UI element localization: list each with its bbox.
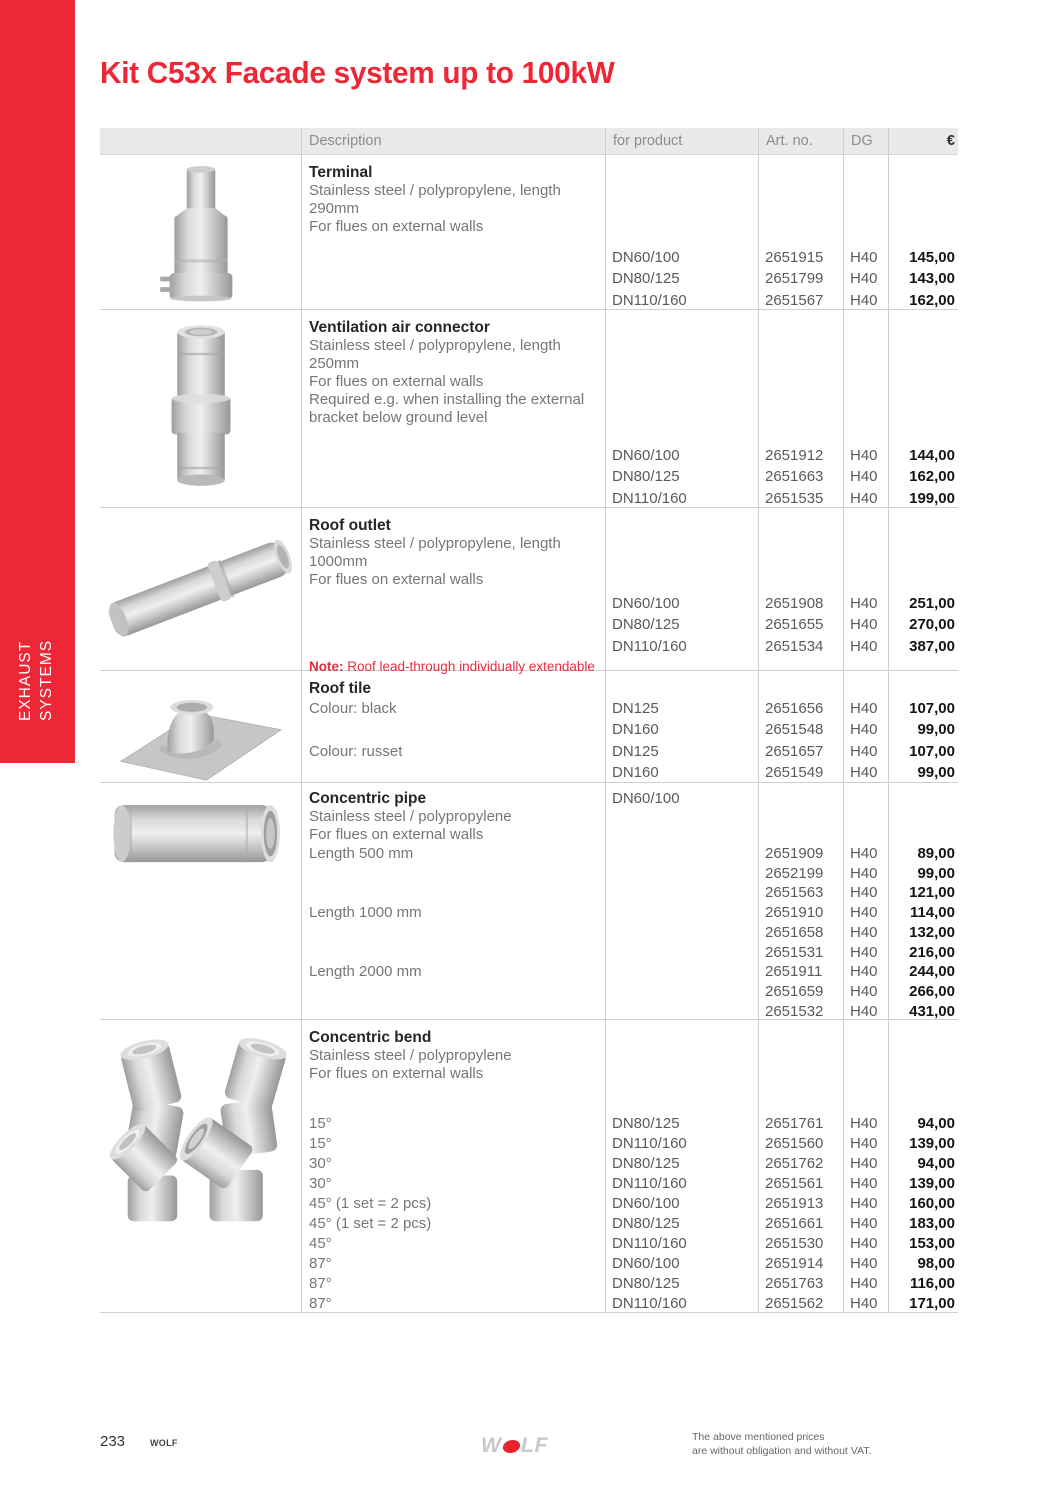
item-dg: H40 xyxy=(850,963,878,981)
item-label xyxy=(301,943,605,963)
table-row xyxy=(100,783,958,1020)
item-dg: H40 xyxy=(850,943,878,961)
header-for-product: for product xyxy=(613,133,683,149)
item-line xyxy=(301,488,958,509)
item-dg xyxy=(843,679,888,698)
item-label xyxy=(301,982,605,1002)
desc-line: Stainless steel / polypropylene xyxy=(309,1047,512,1064)
product-title-line xyxy=(301,679,958,698)
desc-line: For flues on external walls xyxy=(309,373,484,390)
product-image-roof-tile xyxy=(100,671,301,782)
row-content xyxy=(301,783,958,1021)
item-for-product xyxy=(605,679,758,698)
item-price: 132,00 xyxy=(909,923,955,941)
item-dg: H40 xyxy=(850,1175,878,1192)
item-for-product: DN80/125 xyxy=(612,468,680,486)
item-line xyxy=(301,593,958,614)
product-title: Concentric pipe xyxy=(309,790,427,807)
item-line xyxy=(301,762,958,783)
desc-line: For flues on external walls xyxy=(309,1065,484,1082)
item-line xyxy=(301,1254,958,1274)
item-art-no: 2651655 xyxy=(765,616,824,634)
item-price xyxy=(888,679,958,698)
item-price: 266,00 xyxy=(909,982,955,1000)
item-art-no: 2651913 xyxy=(765,1195,824,1212)
item-label xyxy=(301,883,605,903)
table-row xyxy=(100,155,958,310)
item-art-no: 2651562 xyxy=(765,1295,824,1312)
product-image-roof-outlet xyxy=(100,508,301,670)
item-for-product xyxy=(605,1002,758,1022)
item-for-product: DN110/160 xyxy=(612,1235,687,1252)
item-line xyxy=(301,864,958,884)
item-label xyxy=(301,1002,605,1022)
item-label: Colour: russet xyxy=(309,742,403,760)
item-for-product: DN160 xyxy=(612,721,659,739)
sidebar-label xyxy=(15,601,59,721)
item-art-no: 2651762 xyxy=(765,1155,824,1172)
item-line xyxy=(301,1234,958,1254)
item-for-product: DN80/125 xyxy=(612,1155,680,1172)
item-art-no xyxy=(758,789,843,808)
desc-line: bracket below ground level xyxy=(309,409,488,426)
item-line xyxy=(301,1294,958,1314)
item-label: 87° xyxy=(309,1295,332,1312)
item-label xyxy=(301,466,605,487)
item-art-no xyxy=(758,163,843,182)
item-price: 162,00 xyxy=(909,291,955,309)
item-price: 107,00 xyxy=(909,742,955,760)
item-line xyxy=(301,247,958,268)
item-art-no: 2651661 xyxy=(765,1215,824,1232)
item-dg: H40 xyxy=(850,1195,878,1212)
item-art-no: 2651656 xyxy=(765,700,824,717)
item-line xyxy=(301,466,958,487)
item-label xyxy=(301,719,605,740)
item-price: 145,00 xyxy=(909,249,955,266)
item-price: 121,00 xyxy=(909,884,955,902)
item-price: 144,00 xyxy=(909,447,955,464)
item-for-product: DN110/160 xyxy=(612,1135,687,1152)
item-price: 94,00 xyxy=(917,1155,955,1172)
brand-name-small: WOLF xyxy=(150,1438,178,1448)
item-art-no: 2651560 xyxy=(765,1135,824,1152)
item-line xyxy=(301,1154,958,1174)
item-art-no: 2651761 xyxy=(765,1115,824,1132)
item-line xyxy=(301,1114,958,1134)
item-art-no: 2651799 xyxy=(765,270,824,288)
item-line xyxy=(301,844,958,864)
item-dg xyxy=(843,789,888,808)
item-art-no: 2651910 xyxy=(765,904,824,922)
item-label: 15° xyxy=(309,1115,332,1132)
item-line xyxy=(301,1002,958,1022)
item-dg xyxy=(843,318,888,337)
item-price: 153,00 xyxy=(909,1235,955,1252)
item-price: 183,00 xyxy=(909,1215,955,1232)
item-art-no: 2651914 xyxy=(765,1255,824,1272)
item-for-product xyxy=(605,516,758,535)
item-dg xyxy=(843,163,888,182)
item-art-no: 2651657 xyxy=(765,742,824,760)
item-label: 87° xyxy=(309,1275,332,1292)
item-price: 99,00 xyxy=(917,721,955,739)
item-label xyxy=(301,593,605,614)
item-art-no: 2651534 xyxy=(765,637,824,655)
sidebar-line1: EXHAUST xyxy=(17,640,34,721)
item-art-no xyxy=(758,679,843,698)
item-dg: H40 xyxy=(850,291,878,309)
item-label: Colour: black xyxy=(309,700,397,717)
item-dg: H40 xyxy=(850,721,878,739)
desc-line: 290mm xyxy=(309,200,360,217)
item-for-product xyxy=(605,844,758,864)
item-dg: H40 xyxy=(850,700,878,717)
item-label xyxy=(301,864,605,884)
header-description: Description xyxy=(309,133,382,149)
item-for-product: DN125 xyxy=(612,700,659,717)
disclaimer-line2: are without obligation and without VAT. xyxy=(692,1444,872,1457)
product-title-line xyxy=(301,516,958,535)
item-dg: H40 xyxy=(850,637,878,655)
item-line xyxy=(301,1174,958,1194)
item-art-no: 2651658 xyxy=(765,923,824,941)
item-art-no: 2651535 xyxy=(765,489,824,507)
item-price: 139,00 xyxy=(909,1135,955,1152)
item-dg: H40 xyxy=(850,1235,878,1252)
item-price xyxy=(888,516,958,535)
item-line xyxy=(301,290,958,311)
item-dg: H40 xyxy=(850,864,878,882)
item-price: 98,00 xyxy=(917,1255,955,1272)
table-body xyxy=(100,155,958,1313)
product-title-line xyxy=(301,163,958,182)
item-price xyxy=(888,789,958,808)
table-row xyxy=(100,310,958,508)
item-for-product: DN160 xyxy=(612,763,659,781)
item-for-product xyxy=(605,1028,758,1047)
item-for-product: DN110/160 xyxy=(612,637,687,655)
item-art-no xyxy=(758,318,843,337)
item-art-no: 2651908 xyxy=(765,595,824,612)
item-price: 251,00 xyxy=(909,595,955,612)
item-price: 139,00 xyxy=(909,1175,955,1192)
item-label: 30° xyxy=(309,1175,332,1192)
item-for-product: DN110/160 xyxy=(612,1175,687,1192)
item-for-product: DN80/125 xyxy=(612,1215,680,1232)
item-for-product: DN60/100 xyxy=(612,447,680,464)
item-art-no: 2651663 xyxy=(765,468,824,486)
header-art-no: Art. no. xyxy=(766,133,813,149)
item-dg: H40 xyxy=(850,249,878,266)
item-for-product: DN60/100 xyxy=(612,595,680,612)
item-art-no: 2651567 xyxy=(765,291,824,309)
item-for-product xyxy=(605,864,758,884)
desc-line: Stainless steel / polypropylene xyxy=(309,808,512,825)
item-dg: H40 xyxy=(850,270,878,288)
item-line xyxy=(301,943,958,963)
row-content xyxy=(301,1020,958,1314)
item-label: Length 500 mm xyxy=(309,845,414,862)
table-row xyxy=(100,1020,958,1313)
product-image-terminal xyxy=(100,155,301,309)
desc-line: Required e.g. when installing the external xyxy=(309,391,585,408)
item-dg: H40 xyxy=(850,1155,878,1172)
item-line xyxy=(301,719,958,740)
item-dg: H40 xyxy=(850,447,878,464)
item-price: 99,00 xyxy=(917,763,955,781)
item-label: 45° xyxy=(309,1235,332,1252)
item-art-no: 2651561 xyxy=(765,1175,824,1192)
table-row xyxy=(100,671,958,783)
item-label xyxy=(301,488,605,509)
item-art-no: 2651563 xyxy=(765,884,824,902)
item-line xyxy=(301,1194,958,1214)
item-for-product xyxy=(605,943,758,963)
item-for-product: DN80/125 xyxy=(612,270,680,288)
item-dg: H40 xyxy=(850,1002,878,1020)
item-price: 89,00 xyxy=(917,845,955,862)
logo-red-oval-icon xyxy=(501,1440,521,1453)
item-price: 160,00 xyxy=(909,1195,955,1212)
product-title: Ventilation air connector xyxy=(309,319,490,336)
item-label xyxy=(301,923,605,943)
item-label xyxy=(301,290,605,311)
product-title: Concentric bend xyxy=(309,1029,432,1046)
item-price: 114,00 xyxy=(909,904,955,922)
product-image-ventilation-air-connector xyxy=(100,310,301,507)
item-label: 87° xyxy=(309,1255,332,1272)
item-price: 162,00 xyxy=(909,468,955,486)
desc-line: 250mm xyxy=(309,355,360,372)
row-content xyxy=(301,310,958,509)
item-label xyxy=(301,445,605,466)
item-for-product: DN125 xyxy=(612,742,659,760)
item-label xyxy=(301,636,605,657)
item-art-no: 2651549 xyxy=(765,763,824,781)
item-label: Length 2000 mm xyxy=(309,963,422,981)
product-title-line xyxy=(301,1028,958,1047)
item-dg xyxy=(843,516,888,535)
item-dg: H40 xyxy=(850,1115,878,1132)
page-number: 233 xyxy=(100,1433,126,1450)
item-art-no: 2651915 xyxy=(765,249,824,266)
item-dg: H40 xyxy=(850,982,878,1000)
page-title: Kit C53x Facade system up to 100kW xyxy=(100,55,615,90)
item-label xyxy=(301,268,605,289)
item-dg: H40 xyxy=(850,1135,878,1152)
header-dg: DG xyxy=(851,133,873,149)
product-image-concentric-bend xyxy=(100,1020,301,1312)
item-dg: H40 xyxy=(850,489,878,507)
item-dg: H40 xyxy=(850,1295,878,1312)
item-line xyxy=(301,962,958,982)
item-for-product xyxy=(605,982,758,1002)
item-dg: H40 xyxy=(850,845,878,862)
item-for-product xyxy=(605,962,758,982)
item-label xyxy=(301,614,605,635)
item-label: 45° (1 set = 2 pcs) xyxy=(309,1195,432,1212)
item-art-no: 2651548 xyxy=(765,721,824,739)
item-dg: H40 xyxy=(850,923,878,941)
desc-line: For flues on external walls xyxy=(309,218,484,235)
item-price: 270,00 xyxy=(909,616,955,634)
item-price: 387,00 xyxy=(909,637,955,655)
item-price xyxy=(888,1028,958,1047)
row-content xyxy=(301,671,958,783)
product-title-line xyxy=(301,318,958,337)
item-for-product xyxy=(605,923,758,943)
item-for-product: DN80/125 xyxy=(612,1115,680,1132)
spacer xyxy=(301,236,958,247)
note-bold: Note: xyxy=(309,658,344,674)
exhaust-systems-sidebar xyxy=(0,0,75,763)
logo-letter-w: W xyxy=(481,1434,502,1457)
item-for-product xyxy=(605,318,758,337)
item-art-no: 2651530 xyxy=(765,1235,824,1252)
item-for-product: DN60/100 xyxy=(612,790,680,807)
header-price-euro: € xyxy=(946,133,955,149)
item-label: 30° xyxy=(309,1155,332,1172)
note: Note: Roof lead-through individually extendable xyxy=(309,658,595,674)
item-line xyxy=(301,1274,958,1294)
item-dg: H40 xyxy=(850,1215,878,1232)
item-dg: H40 xyxy=(850,468,878,486)
item-line xyxy=(301,923,958,943)
item-for-product: DN80/125 xyxy=(612,616,680,634)
spacer xyxy=(301,427,958,445)
item-for-product: DN110/160 xyxy=(612,1295,687,1312)
item-line xyxy=(301,1214,958,1234)
item-dg: H40 xyxy=(850,595,878,612)
desc-line: Stainless steel / polypropylene, length xyxy=(309,535,561,552)
item-price: 116,00 xyxy=(909,1275,955,1292)
product-title: Roof tile xyxy=(309,680,371,697)
table-header xyxy=(100,128,958,155)
item-for-product: DN60/100 xyxy=(612,1255,680,1272)
desc-line: 1000mm xyxy=(309,553,368,570)
item-for-product xyxy=(605,883,758,903)
item-for-product: DN80/125 xyxy=(612,1275,680,1292)
item-dg: H40 xyxy=(850,904,878,922)
item-art-no xyxy=(758,1028,843,1047)
sidebar-line2: SYSTEMS xyxy=(38,639,55,721)
item-art-no: 2651531 xyxy=(765,943,824,961)
desc-line: Stainless steel / polypropylene, length xyxy=(309,182,561,199)
item-art-no: 2651532 xyxy=(765,1002,824,1020)
item-dg: H40 xyxy=(850,616,878,634)
product-title: Roof outlet xyxy=(309,517,391,534)
item-dg: H40 xyxy=(850,1275,878,1292)
spacer xyxy=(301,1083,958,1114)
disclaimer-line1: The above mentioned prices xyxy=(692,1431,825,1443)
item-line xyxy=(301,636,958,657)
item-art-no: 2651911 xyxy=(765,963,823,981)
item-label: 15° xyxy=(309,1135,332,1152)
desc-line: For flues on external walls xyxy=(309,571,484,588)
item-line xyxy=(301,445,958,466)
item-line xyxy=(301,614,958,635)
desc-line: For flues on external walls xyxy=(309,826,484,843)
item-dg xyxy=(843,1028,888,1047)
item-price xyxy=(888,318,958,337)
price-disclaimer xyxy=(692,1431,871,1458)
row-content xyxy=(301,508,958,674)
item-price: 244,00 xyxy=(909,963,955,981)
item-line xyxy=(301,982,958,1002)
item-for-product: DN60/100 xyxy=(612,249,680,266)
item-line xyxy=(301,741,958,762)
item-dg: H40 xyxy=(850,742,878,760)
item-label: 45° (1 set = 2 pcs) xyxy=(309,1215,432,1232)
product-title-line xyxy=(301,789,958,808)
item-price xyxy=(888,163,958,182)
item-art-no: 2651763 xyxy=(765,1275,824,1292)
item-price: 99,00 xyxy=(917,864,955,882)
item-price: 431,00 xyxy=(909,1002,955,1020)
item-art-no: 2651659 xyxy=(765,982,824,1000)
item-art-no: 2652199 xyxy=(765,864,824,882)
item-price: 171,00 xyxy=(909,1295,955,1312)
item-for-product: DN60/100 xyxy=(612,1195,680,1212)
item-for-product xyxy=(605,163,758,182)
item-dg: H40 xyxy=(850,884,878,902)
item-price: 94,00 xyxy=(917,1115,955,1132)
row-content xyxy=(301,155,958,311)
item-label xyxy=(301,762,605,783)
logo-letters-lf: LF xyxy=(520,1434,549,1457)
item-art-no: 2651912 xyxy=(765,447,824,464)
desc-line: Stainless steel / polypropylene, length xyxy=(309,337,561,354)
product-table xyxy=(100,128,958,1313)
product-title: Terminal xyxy=(309,164,373,181)
product-image-concentric-pipe xyxy=(100,783,301,1019)
item-art-no: 2651909 xyxy=(765,845,824,862)
item-price: 199,00 xyxy=(909,489,955,507)
item-line xyxy=(301,883,958,903)
item-line xyxy=(301,698,958,719)
table-row xyxy=(100,508,958,674)
item-price: 143,00 xyxy=(909,270,955,288)
item-label: Length 1000 mm xyxy=(309,904,422,922)
item-dg: H40 xyxy=(850,1255,878,1272)
item-line xyxy=(301,1134,958,1154)
item-line xyxy=(301,268,958,289)
item-label xyxy=(301,247,605,268)
item-for-product: DN110/160 xyxy=(612,291,687,309)
item-dg: H40 xyxy=(850,763,878,781)
item-price: 216,00 xyxy=(909,943,955,961)
item-for-product: DN110/160 xyxy=(612,489,687,507)
item-price: 107,00 xyxy=(909,700,955,717)
item-for-product xyxy=(605,903,758,923)
item-art-no xyxy=(758,516,843,535)
item-line xyxy=(301,903,958,923)
wolf-logo xyxy=(481,1434,548,1458)
